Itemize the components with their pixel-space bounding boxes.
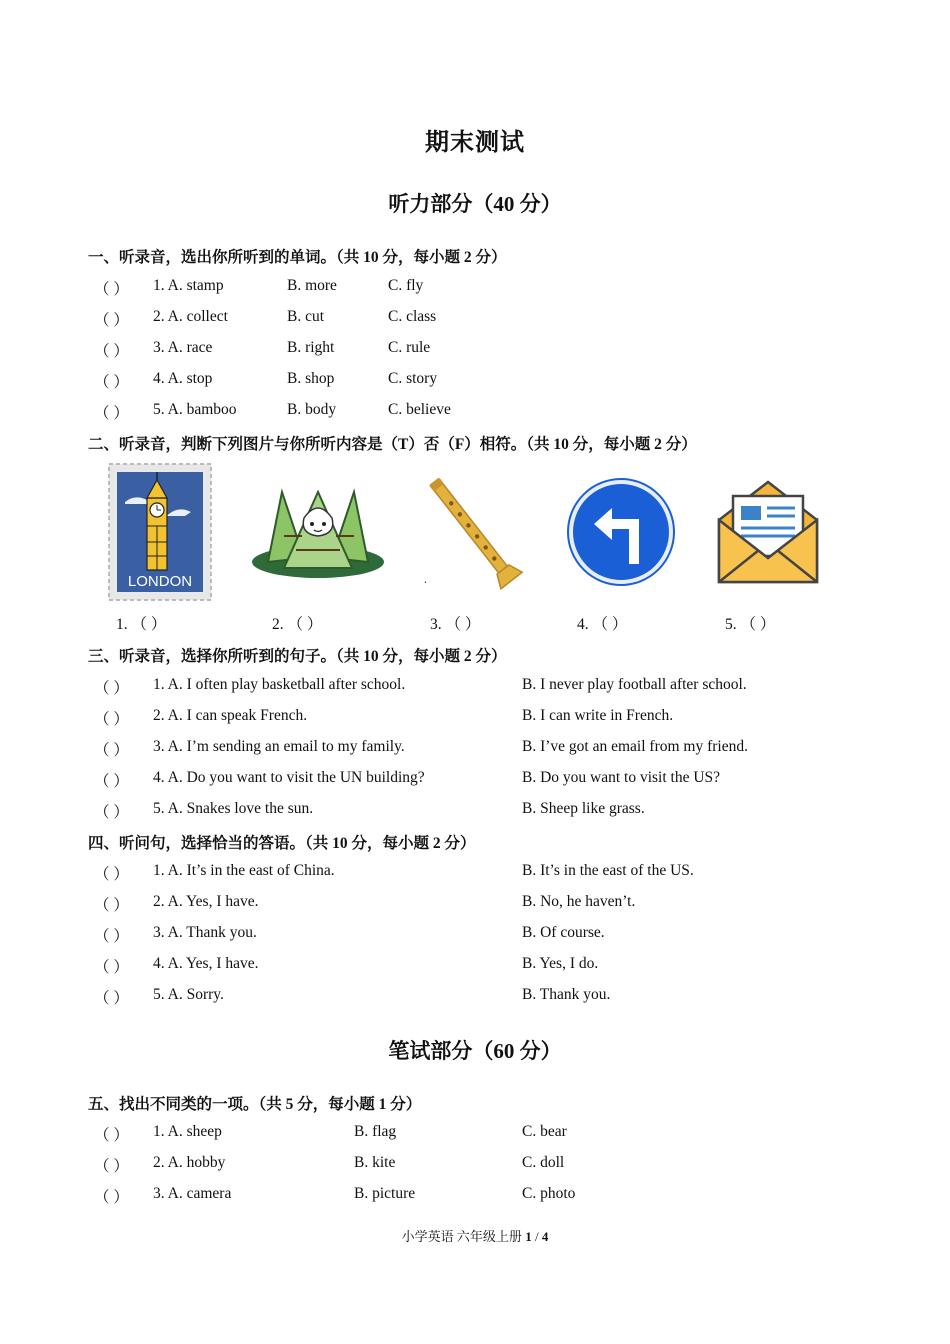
answer-blank[interactable]: （ ） (94, 312, 129, 329)
answer-blank[interactable]: （ ） (94, 281, 129, 298)
option-a: 2. A. I can speak French. (153, 707, 308, 724)
answer-blank[interactable]: （ ） (94, 866, 129, 883)
option-c: C. rule (388, 339, 431, 356)
option-a: 3. A. race (153, 339, 213, 356)
answer-blank[interactable]: （ ） (94, 773, 129, 790)
listening-part-title: 听力部分（40 分） (388, 192, 562, 216)
answer-blank[interactable]: （ ） (94, 374, 129, 391)
option-c: C. photo (522, 1185, 576, 1202)
zongzi-image (248, 462, 388, 602)
option-b: B. I’ve got an email from my friend. (522, 738, 748, 755)
answer-blank[interactable]: （ ） (94, 405, 129, 422)
option-a: 1. A. sheep (153, 1123, 222, 1140)
option-b: B. right (287, 339, 335, 356)
answer-blank[interactable]: （ ） (94, 711, 129, 728)
answer-blank[interactable]: （ ） (94, 897, 129, 914)
option-b: B. It’s in the east of the US. (522, 862, 694, 879)
option-a: 2. A. Yes, I have. (153, 893, 259, 910)
flute-image (418, 462, 528, 602)
option-a: 2. A. hobby (153, 1154, 226, 1171)
answer-blank[interactable]: （ ） (94, 343, 129, 360)
answer-blank[interactable]: （ ） (94, 1189, 129, 1206)
option-b: B. cut (287, 308, 325, 325)
picture-1-answer[interactable]: 1. （ ） (116, 616, 167, 633)
answer-blank[interactable]: （ ） (94, 680, 129, 697)
option-b: B. Of course. (522, 924, 605, 941)
option-a: 4. A. Yes, I have. (153, 955, 259, 972)
picture-5-answer[interactable]: 5. （ ） (725, 616, 776, 633)
option-a: 1. A. It’s in the east of China. (153, 862, 335, 879)
option-b: B. I can write in French. (522, 707, 674, 724)
option-c: C. fly (388, 277, 424, 294)
footer-text: 小学英语 六年级上册 (401, 1229, 522, 1244)
option-a: 5. A. Sorry. (153, 986, 224, 1003)
answer-blank[interactable]: （ ） (94, 804, 129, 821)
section3-title: 三、听录音，选择你所听到的句子。（共 10 分，每小题 2 分） (88, 648, 507, 665)
picture-3-answer[interactable]: 3. （ ） (430, 616, 481, 633)
option-b: B. No, he haven’t. (522, 893, 636, 910)
option-b: B. Sheep like grass. (522, 800, 645, 817)
option-b: B. kite (354, 1154, 396, 1171)
option-c: C. class (388, 308, 437, 325)
answer-blank[interactable]: （ ） (94, 959, 129, 976)
option-b: B. picture (354, 1185, 416, 1202)
answer-blank[interactable]: （ ） (94, 742, 129, 759)
section5-title: 五、找出不同类的一项。（共 5 分，每小题 1 分） (88, 1096, 422, 1113)
answer-blank[interactable]: （ ） (94, 1127, 129, 1144)
page-title: 期末测试 (425, 130, 525, 156)
turn-left-sign-image (566, 462, 676, 602)
option-a: 3. A. I’m sending an email to my family. (153, 738, 405, 755)
london-stamp-image (107, 462, 213, 602)
option-a: 4. A. stop (153, 370, 213, 387)
section4-title: 四、听问句，选择恰当的答语。（共 10 分，每小题 2 分） (88, 835, 476, 852)
option-c: C. doll (522, 1154, 565, 1171)
option-b: B. body (287, 401, 337, 418)
option-a: 1. A. stamp (153, 277, 224, 294)
picture-4-answer[interactable]: 4. （ ） (577, 616, 628, 633)
answer-blank[interactable]: （ ） (94, 990, 129, 1007)
page-separator: / (531, 1229, 542, 1244)
section2-title: 二、听录音，判断下列图片与你所听内容是（T）否（F）相符。（共 10 分，每小题 2 分） (88, 436, 697, 453)
option-b: B. Thank you. (522, 986, 611, 1003)
option-c: C. believe (388, 401, 451, 418)
written-part-title: 笔试部分（60 分） (388, 1039, 562, 1063)
option-a: 3. A. camera (153, 1185, 232, 1202)
answer-blank[interactable]: （ ） (94, 1158, 129, 1175)
answer-blank[interactable]: （ ） (94, 928, 129, 945)
section1-title: 一、听录音，选出你所听到的单词。（共 10 分，每小题 2 分） (88, 249, 507, 266)
option-b: B. more (287, 277, 337, 294)
option-a: 4. A. Do you want to visit the UN building? (153, 769, 425, 786)
option-c: C. bear (522, 1123, 567, 1140)
page-footer (0, 1226, 950, 1245)
stray-dot: . (424, 572, 427, 586)
option-a: 5. A. bamboo (153, 401, 237, 418)
option-b: B. Do you want to visit the US? (522, 769, 721, 786)
option-b: B. shop (287, 370, 335, 387)
option-b: B. I never play football after school. (522, 676, 747, 693)
option-a: 1. A. I often play basketball after school. (153, 676, 406, 693)
page-total: 4 (541, 1229, 549, 1244)
option-a: 3. A. Thank you. (153, 924, 257, 941)
stamp-london-text: LONDON (127, 573, 193, 590)
option-c: C. story (388, 370, 438, 387)
email-envelope-image (713, 462, 823, 602)
option-b: B. Yes, I do. (522, 955, 599, 972)
picture-2-answer[interactable]: 2. （ ） (272, 616, 323, 633)
option-a: 5. A. Snakes love the sun. (153, 800, 314, 817)
option-b: B. flag (354, 1123, 397, 1140)
page-number: 1 (525, 1229, 532, 1244)
option-a: 2. A. collect (153, 308, 228, 325)
